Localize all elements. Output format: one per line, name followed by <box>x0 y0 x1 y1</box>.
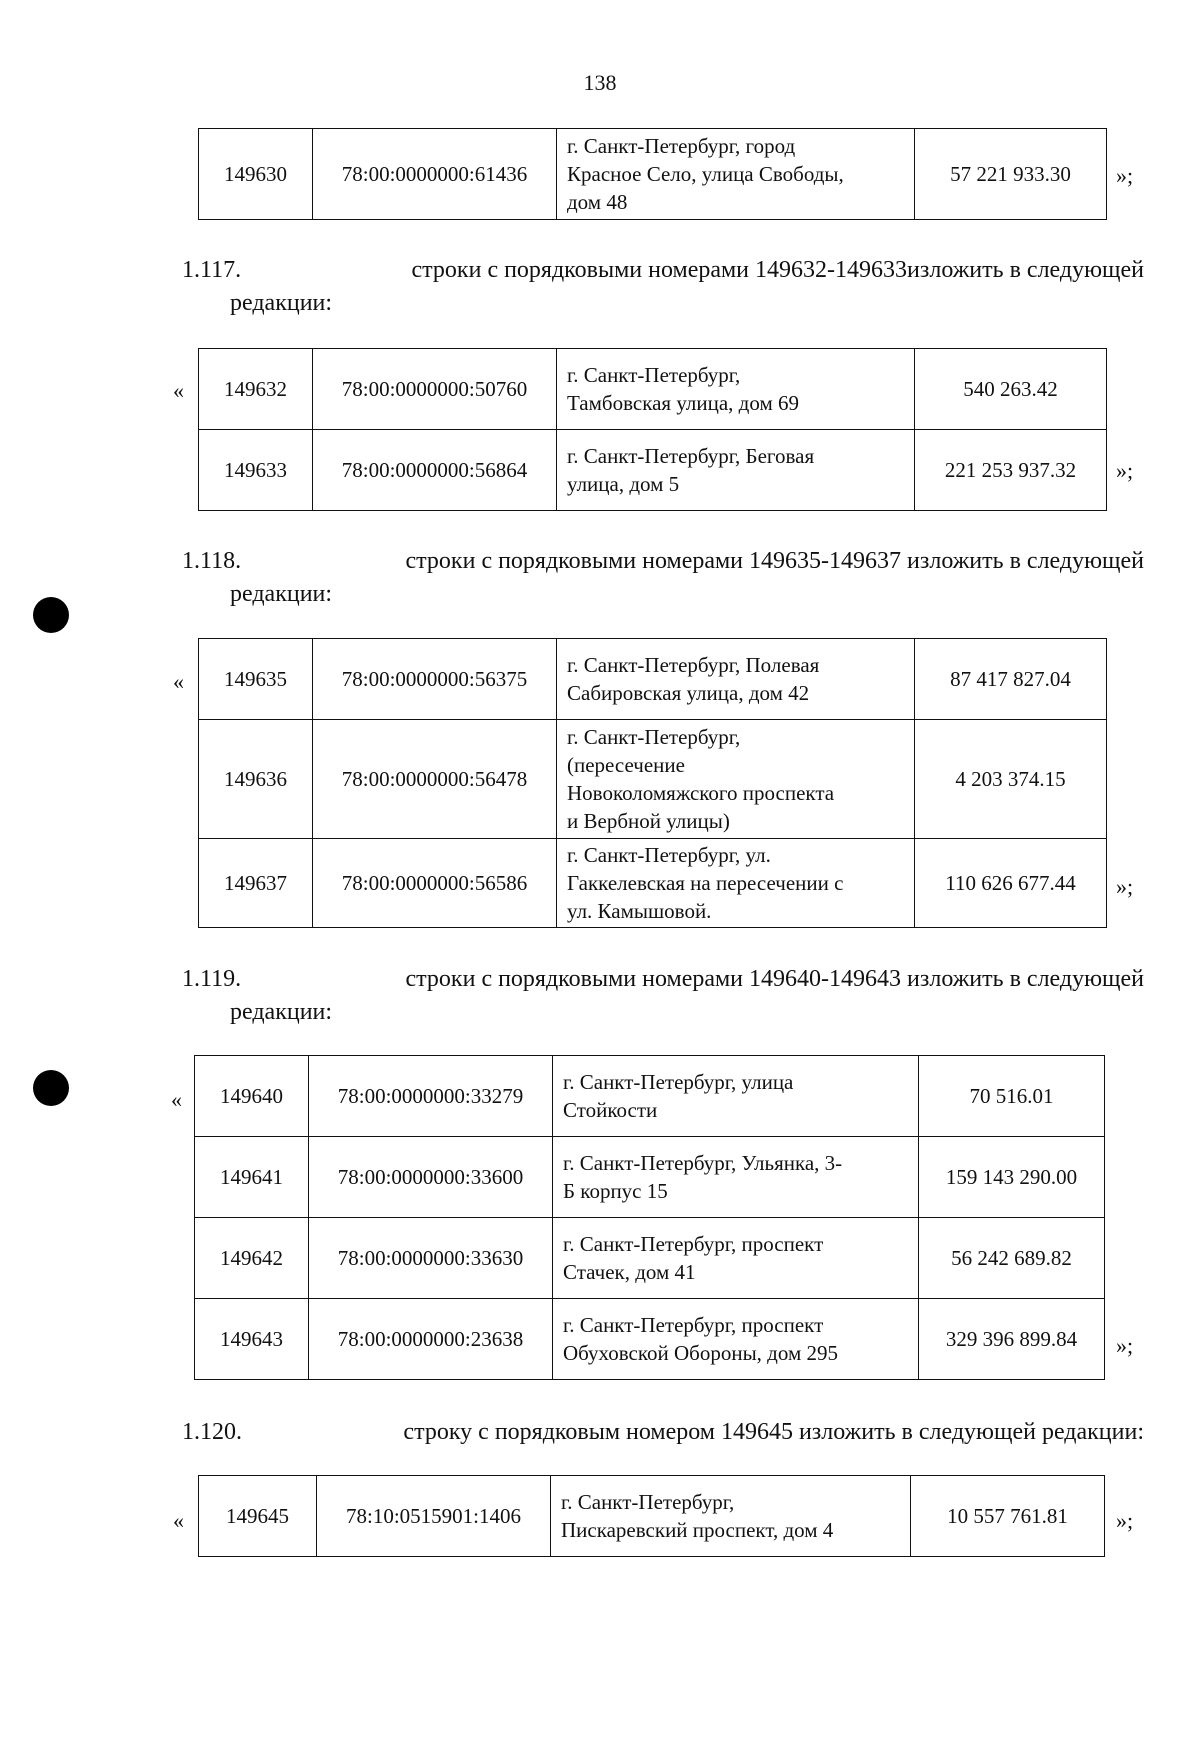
address-line: г. Санкт-Петербург, Беговая <box>567 444 815 468</box>
address-cell <box>557 639 915 720</box>
section-text-continued: редакции: <box>230 290 333 316</box>
table-row <box>195 1218 1105 1299</box>
table-row <box>199 839 1107 928</box>
close-quote: »; <box>1116 1333 1134 1358</box>
address-cell <box>557 129 915 220</box>
address-line: Б корпус 15 <box>563 1179 668 1203</box>
close-quote: »; <box>1116 458 1134 483</box>
value-cell: 329 396 899.84 <box>919 1299 1105 1380</box>
open-quote: « <box>173 378 184 403</box>
row-number: 149642 <box>195 1218 309 1299</box>
address-line: Тамбовская улица, дом 69 <box>567 391 800 415</box>
page-number: 138 <box>583 70 617 95</box>
address-cell <box>557 430 915 511</box>
address-line: г. Санкт-Петербург, проспект <box>563 1313 824 1337</box>
address-line: (пересечение <box>567 753 685 777</box>
value-cell: 87 417 827.04 <box>915 639 1107 720</box>
section-text: строки с порядковыми номерами 149635-149637 изложить в следующей <box>405 548 1144 574</box>
row-number: 149632 <box>199 349 313 430</box>
address-line: Сабировская улица, дом 42 <box>567 681 810 705</box>
address-line: и Вербной улицы) <box>567 809 730 833</box>
section-text-continued: редакции: <box>230 999 333 1025</box>
address-line: Гаккелевская на пересечении с <box>567 871 844 895</box>
address-line: Обуховской Обороны, дом 295 <box>563 1341 839 1365</box>
row-number: 149636 <box>199 720 313 839</box>
section-1-117 <box>182 254 1144 320</box>
section-text-continued: редакции: <box>230 581 333 607</box>
section-1-120 <box>182 1416 1144 1449</box>
address-line: г. Санкт-Петербург, ул. <box>567 843 771 867</box>
value-cell: 56 242 689.82 <box>919 1218 1105 1299</box>
address-line: Стачек, дом 41 <box>563 1260 696 1284</box>
cadastral-number: 78:00:0000000:56586 <box>313 839 557 928</box>
table-row <box>199 639 1107 720</box>
cadastral-number: 78:00:0000000:56478 <box>313 720 557 839</box>
address-line: г. Санкт-Петербург, город <box>567 134 796 158</box>
row-number: 149641 <box>195 1137 309 1218</box>
address-cell <box>553 1218 919 1299</box>
value-cell: 70 516.01 <box>919 1056 1105 1137</box>
table-row <box>195 1299 1105 1380</box>
address-line: ул. Камышовой. <box>567 899 712 923</box>
table-continuation <box>198 128 1107 220</box>
address-cell <box>553 1299 919 1380</box>
address-line: улица, дом 5 <box>567 472 680 496</box>
address-line: г. Санкт-Петербург, Ульянка, 3- <box>563 1151 843 1175</box>
section-text: строки с порядковыми номерами 149640-149643 изложить в следующей <box>405 966 1144 992</box>
cadastral-number: 78:00:0000000:33600 <box>309 1137 553 1218</box>
address-line: г. Санкт-Петербург, <box>567 725 741 749</box>
address-line: г. Санкт-Петербург, улица <box>563 1070 794 1094</box>
row-number: 149635 <box>199 639 313 720</box>
section-number: 1.120. <box>182 1419 242 1445</box>
address-line: Пискаревский проспект, дом 4 <box>561 1518 834 1542</box>
hole-punch-mark <box>33 1070 69 1106</box>
value-cell: 4 203 374.15 <box>915 720 1107 839</box>
close-quote: »; <box>1116 1508 1134 1533</box>
row-number: 149637 <box>199 839 313 928</box>
cadastral-number: 78:10:0515901:1406 <box>317 1476 551 1557</box>
cadastral-number: 78:00:0000000:61436 <box>313 129 557 220</box>
hole-punch-mark <box>33 597 69 633</box>
address-cell <box>553 1056 919 1137</box>
address-line: г. Санкт-Петербург, Полевая <box>567 653 820 677</box>
section-number: 1.117. <box>182 257 242 283</box>
open-quote: « <box>173 1508 184 1533</box>
cadastral-number: 78:00:0000000:33279 <box>309 1056 553 1137</box>
address-cell <box>557 349 915 430</box>
table-row <box>199 1476 1105 1557</box>
address-cell <box>553 1137 919 1218</box>
value-cell: 540 263.42 <box>915 349 1107 430</box>
table-row <box>195 1137 1105 1218</box>
cadastral-number: 78:00:0000000:50760 <box>313 349 557 430</box>
table-1-120 <box>198 1475 1105 1557</box>
close-quote: »; <box>1116 874 1134 899</box>
section-1-118 <box>182 545 1144 611</box>
table-1-118 <box>198 638 1107 928</box>
value-cell: 159 143 290.00 <box>919 1137 1105 1218</box>
value-cell: 10 557 761.81 <box>911 1476 1105 1557</box>
section-text: строки с порядковыми номерами 149632-149633изложить в следующей <box>411 257 1144 283</box>
section-number: 1.119. <box>182 966 242 992</box>
cadastral-number: 78:00:0000000:56375 <box>313 639 557 720</box>
row-number: 149633 <box>199 430 313 511</box>
cadastral-number: 78:00:0000000:33630 <box>309 1218 553 1299</box>
address-line: Стойкости <box>563 1098 658 1122</box>
address-line: Новоколомяжского проспекта <box>567 781 835 805</box>
row-number: 149643 <box>195 1299 309 1380</box>
table-row <box>199 129 1107 220</box>
address-cell <box>557 839 915 928</box>
value-cell: 110 626 677.44 <box>915 839 1107 928</box>
row-number: 149645 <box>199 1476 317 1557</box>
row-number: 149640 <box>195 1056 309 1137</box>
section-text: строку с порядковым номером 149645 изложить в следующей редакции: <box>403 1419 1144 1445</box>
value-cell: 57 221 933.30 <box>915 129 1107 220</box>
open-quote: « <box>171 1087 182 1112</box>
address-cell <box>557 720 915 839</box>
table-row <box>199 720 1107 839</box>
cadastral-number: 78:00:0000000:56864 <box>313 430 557 511</box>
address-line: г. Санкт-Петербург, <box>567 363 741 387</box>
table-row <box>199 349 1107 430</box>
cadastral-number: 78:00:0000000:23638 <box>309 1299 553 1380</box>
address-line: дом 48 <box>567 190 628 214</box>
section-number: 1.118. <box>182 548 242 574</box>
section-1-119 <box>182 963 1144 1029</box>
address-line: г. Санкт-Петербург, проспект <box>563 1232 824 1256</box>
table-1-119 <box>194 1055 1105 1380</box>
address-line: Красное Село, улица Свободы, <box>567 162 844 186</box>
table-1-117 <box>198 348 1107 511</box>
address-line: г. Санкт-Петербург, <box>561 1490 735 1514</box>
row-number: 149630 <box>199 129 313 220</box>
address-cell <box>551 1476 911 1557</box>
table-row <box>195 1056 1105 1137</box>
close-quote: »; <box>1116 163 1134 188</box>
table-row <box>199 430 1107 511</box>
value-cell: 221 253 937.32 <box>915 430 1107 511</box>
open-quote: « <box>173 669 184 694</box>
